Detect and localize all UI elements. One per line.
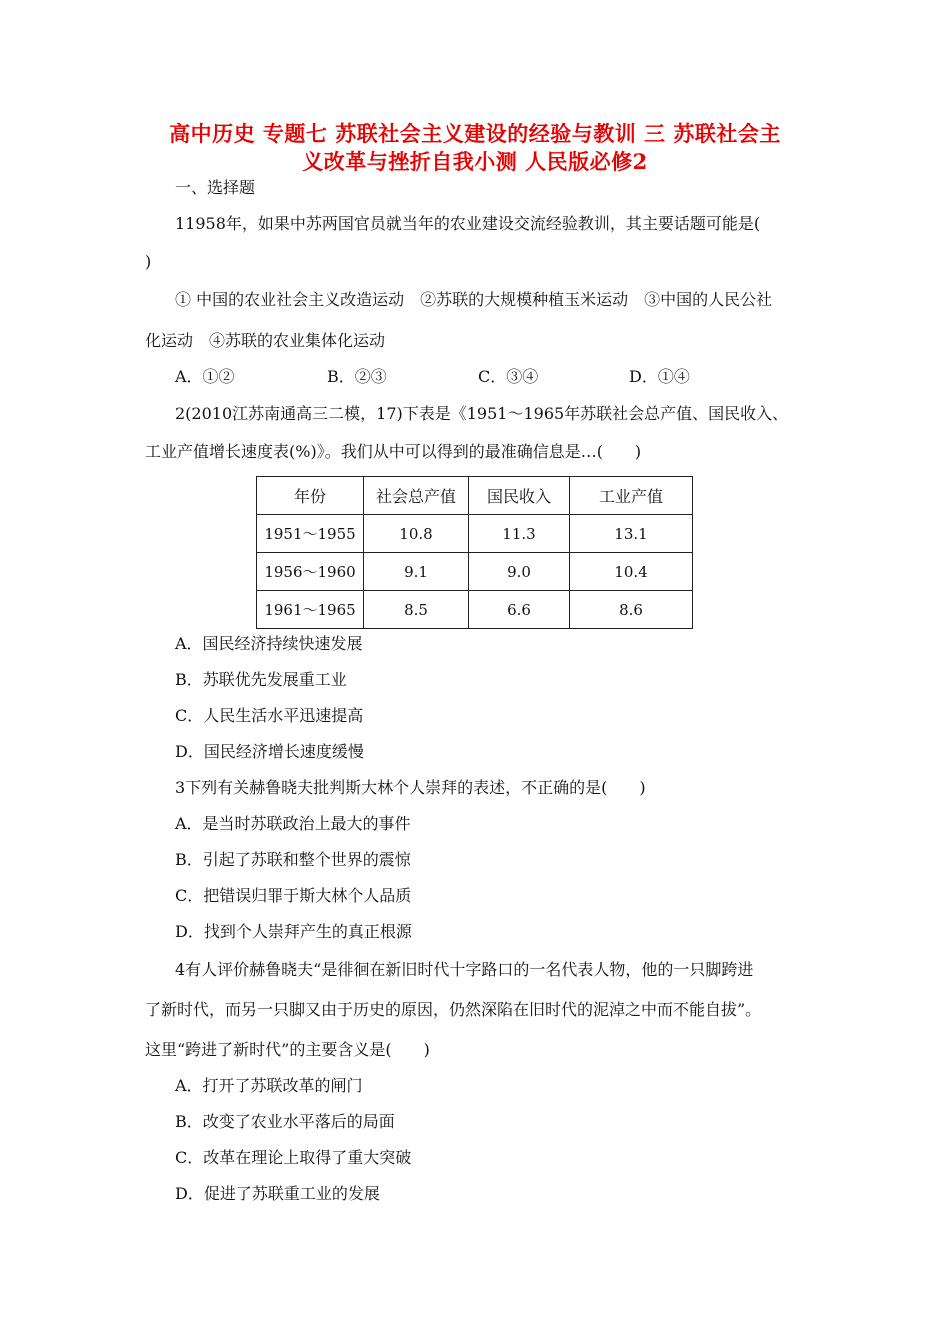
title-line-2: 义改革与挫折自我小测 人民版必修2 <box>302 149 648 174</box>
q2-option-a: A．国民经济持续快速发展 <box>175 634 363 653</box>
q1-option-a: A．①② <box>175 367 235 386</box>
q3-stem: 3下列有关赫鲁晓夫批判斯大林个人崇拜的表述，不正确的是( ) <box>175 778 646 797</box>
q4-option-c: C．改革在理论上取得了重大突破 <box>175 1148 412 1167</box>
table-cell: 8.6 <box>570 591 693 629</box>
q3-option-d: D．找到个人崇拜产生的真正根源 <box>175 922 412 941</box>
document-title <box>120 120 830 176</box>
table-cell: 8.5 <box>364 591 469 629</box>
q3-option-b: B．引起了苏联和整个世界的震惊 <box>175 850 411 869</box>
q4-option-d: D．促进了苏联重工业的发展 <box>175 1184 380 1203</box>
table-row <box>257 591 693 629</box>
section-heading: 一、选择题 <box>175 178 256 197</box>
q2-option-d: D．国民经济增长速度缓慢 <box>175 742 364 761</box>
table-cell: 9.1 <box>364 553 469 591</box>
table-header-cell: 工业产值 <box>570 477 693 515</box>
q1-option-c: C．③④ <box>478 367 539 386</box>
q2-stem-line-2: 工业产值增长速度表(%)》。我们从中可以得到的最准确信息是…( ) <box>145 442 642 461</box>
q4-stem-line-1: 4有人评价赫鲁晓夫“是徘徊在新旧时代十字路口的一名代表人物，他的一只脚跨进 <box>175 960 754 979</box>
table-cell: 10.4 <box>570 553 693 591</box>
q3-option-c: C．把错误归罪于斯大林个人品质 <box>175 886 412 905</box>
q4-stem-line-2: 了新时代，而另一只脚又由于历史的原因，仍然深陷在旧时代的泥淖之中而不能自拔”。 <box>145 1000 762 1019</box>
table-cell: 1961～1965 <box>257 591 364 629</box>
table-cell: 6.6 <box>469 591 570 629</box>
q1-option-b: B．②③ <box>327 367 387 386</box>
table-row <box>257 553 693 591</box>
q2-option-b: B．苏联优先发展重工业 <box>175 670 347 689</box>
table-cell: 13.1 <box>570 515 693 553</box>
q4-stem-line-3: 这里“跨进了新时代”的主要含义是( ) <box>145 1040 430 1059</box>
q1-stem-line-2: ) <box>145 252 152 271</box>
q1-stem-line-1: 11958年，如果中苏两国官员就当年的农业建设交流经验教训，其主要话题可能是( <box>175 214 761 233</box>
q4-option-a: A．打开了苏联改革的闸门 <box>175 1076 363 1095</box>
table-header-cell: 国民收入 <box>469 477 570 515</box>
q1-items-line-1: ① 中国的农业社会主义改造运动 ②苏联的大规模种植玉米运动 ③中国的人民公社 <box>175 290 773 309</box>
q3-option-a: A．是当时苏联政治上最大的事件 <box>175 814 411 833</box>
growth-rate-table <box>256 476 693 629</box>
q4-option-b: B．改变了农业水平落后的局面 <box>175 1112 395 1131</box>
q2-stem-line-1: 2(2010江苏南通高三二模，17)下表是《1951～1965年苏联社会总产值、国民收入、 <box>175 404 789 423</box>
q1-items-line-2: 化运动 ④苏联的农业集体化运动 <box>145 331 386 350</box>
table-cell: 10.8 <box>364 515 469 553</box>
table-header-row <box>257 477 693 515</box>
table-cell: 9.0 <box>469 553 570 591</box>
table-header-cell: 社会总产值 <box>364 477 469 515</box>
table-row <box>257 515 693 553</box>
q2-option-c: C．人民生活水平迅速提高 <box>175 706 364 725</box>
table-cell: 1956～1960 <box>257 553 364 591</box>
table-cell: 11.3 <box>469 515 570 553</box>
table-cell: 1951～1955 <box>257 515 364 553</box>
q1-option-d: D．①④ <box>629 367 690 386</box>
title-line-1: 高中历史 专题七 苏联社会主义建设的经验与教训 三 苏联社会主 <box>169 121 781 146</box>
table-header-cell: 年份 <box>257 477 364 515</box>
